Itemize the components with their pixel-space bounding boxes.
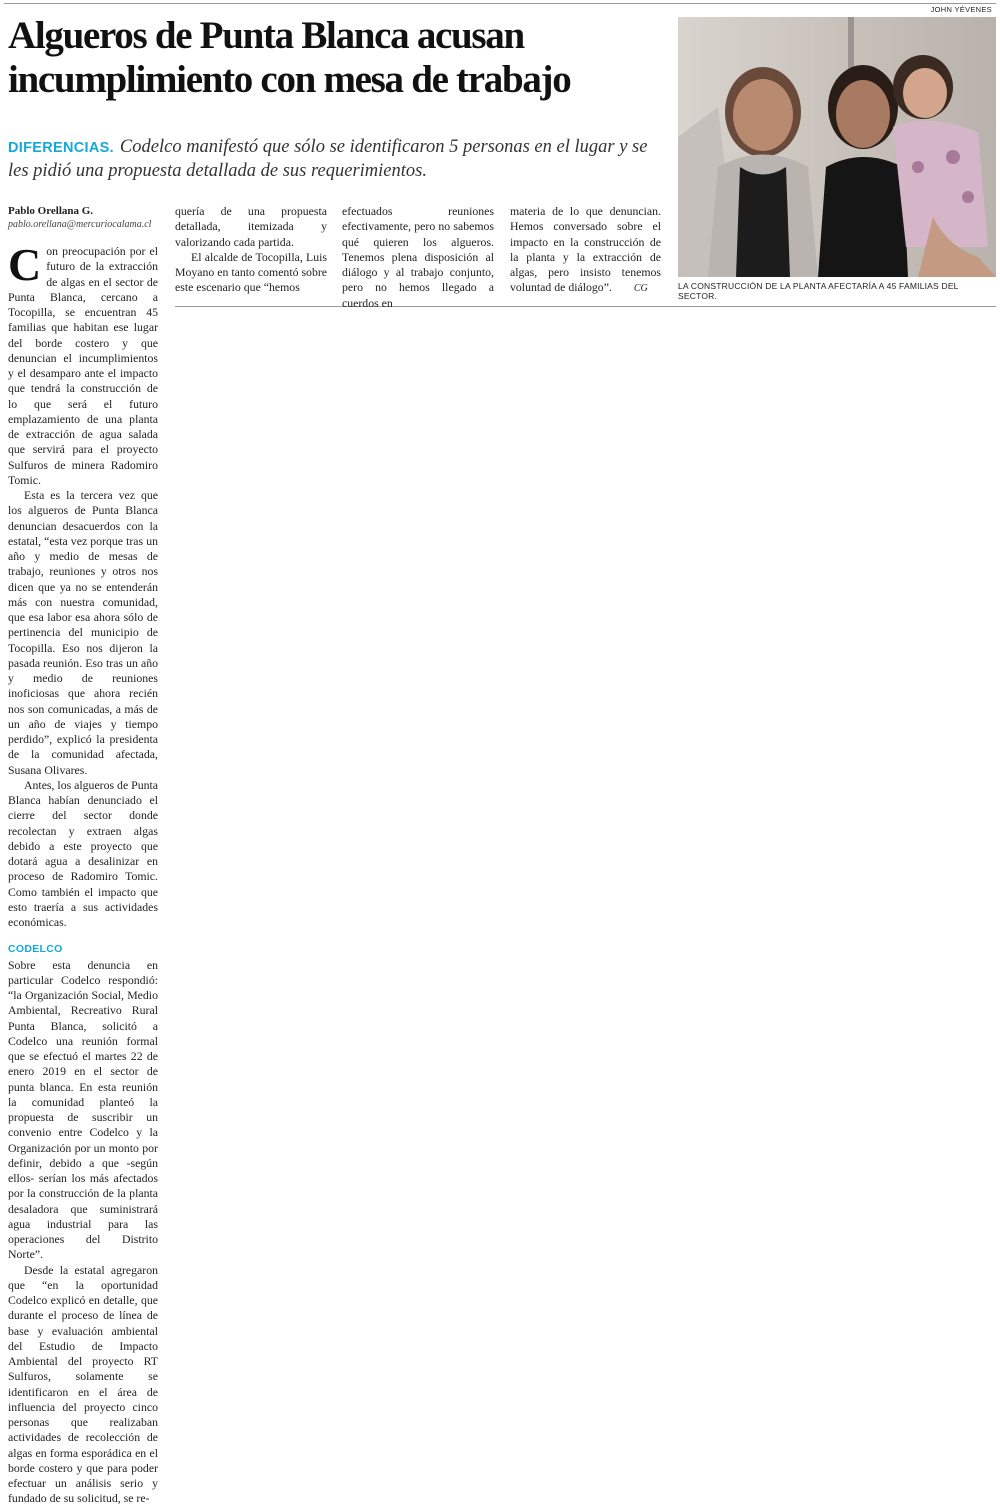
photo-credit: JOHN YÉVENES	[930, 5, 992, 14]
paragraph-5: Desde la estatal agregaron que “en la oportunidad Codelco explicó en detalle, que durante el proceso de línea de base y evaluación ambiental del Estudio de Impacto Ambiental del proyecto RT Sulfuros, solamente se identificaron en el área de influencia del proyecto cinco personas que realizaban actividades de recolección de algas en forma esporádica en el borde costero y que para poder efectuar un análisis serio y fundado de su solicitud, se re-	[8, 1262, 158, 1506]
article-column-2	[175, 204, 327, 296]
end-mark: CG	[633, 283, 648, 295]
article-column-4	[510, 204, 661, 297]
bottom-rule	[175, 306, 996, 307]
article-column-3	[342, 204, 494, 311]
photo-illustration	[678, 17, 996, 277]
article-column-1	[8, 204, 158, 1507]
deck-text: Codelco manifestó que sólo se identificaron 5 personas en el lugar y se les pidió una propuesta detallada de sus requerimientos.	[8, 137, 648, 181]
article-photo	[678, 17, 996, 277]
paragraph-4: Sobre esta denuncia en particular Codelco respondió: “la Organización Social, Medio Ambiental, Recreativo Rural Punta Blanca, solicitó a Codelco una reunión formal que se efectuó el martes 22 de enero 2019 en el sector de punta blanca. En esta reunión la comunidad planteó la propuesta de suscribir un convenio entre Codelco y la Organización por un monto por definir, debido a que -según ellos- serían los más afectados por la construcción de la planta desaladora que suministrará agua industrial para las operaciones del Distrito Norte”.	[8, 957, 158, 1262]
deck	[8, 136, 668, 183]
deck-kicker: DIFERENCIAS.	[8, 140, 114, 156]
paragraph-1	[8, 239, 158, 488]
paragraph-5-continued: quería de una propuesta detallada, itemizada y valorizando cada partida.	[175, 204, 327, 249]
paragraph-3: Antes, los algueros de Punta Blanca habían denunciado el cierre del sector donde recolectan y extraen algas debido a este proyecto que dotará agua a desalinizar en proceso de Radomiro Tomic. Como también el impacto que esto traería a sus actividades económicas.	[8, 777, 159, 929]
paragraph-2: Esta es la tercera vez que los algueros de Punta Blanca denuncian desacuerdos con la estatal, “esta vez porque tras un año y medio de mesas de trabajo, reuniones y otros nos dicen que ya no se entenderán más con nuestra comunidad, que esa labor esa ahora sólo de pertinencia del municipio de Tocopilla. Eso nos dijeron la pasada reunión. Eso tras un año y medio de reuniones inoficiosas que ahora recién nos son comunicadas, a más de un año de viajes y tiempo perdido”, explicó la presidenta de la comunidad afectada, Susana Olivares.	[8, 488, 158, 777]
byline-author: Pablo Orellana G.	[8, 205, 94, 217]
headline: Algueros de Punta Blanca acusan incumplimiento con mesa de trabajo	[8, 14, 571, 101]
paragraph-6-continued: efectuados reuniones efectivamente, pero no sabemos qué quieren los algueros. Tenemos plena disposición al diálogo y al trabajo conjunto, pero no hemos llegado a cuerdos en	[342, 204, 494, 310]
byline-email: pablo.orellana@mercuriocalama.cl	[8, 219, 152, 230]
photo-caption: LA CONSTRUCCIÓN DE LA PLANTA AFECTARÍA A 45 FAMILIAS DEL SECTOR.	[678, 281, 959, 301]
paragraph-6: El alcalde de Tocopilla, Luis Moyano en tanto comentó sobre este escenario que “hemos	[175, 249, 328, 295]
subhead-codelco: CODELCO	[8, 943, 63, 956]
top-rule	[4, 3, 996, 4]
drop-cap: C	[8, 239, 42, 290]
paragraph-6-end-text: materia de lo que denuncian. Hemos conversado sobre el impacto en la construcción de la planta y la extracción de algas, pero insisto tenemos voluntad de diálogo”.	[510, 204, 661, 295]
paragraph-6-end	[510, 204, 661, 297]
paragraph-1-text: on preocupación por el futuro de la extracción de algas en el sector de Punta Blanca, cercano a Tocopilla, se encuentran 45 familias que habitan ese lugar del borde costero y que denuncian el incumplimientos y el desamparo ante el impacto que tendrá la construcción de lo que será el futuro emplazamiento de una planta de extracción de agua salada que servirá para el proyecto Sulfuros de minera Radomiro Tomic.	[8, 244, 158, 487]
